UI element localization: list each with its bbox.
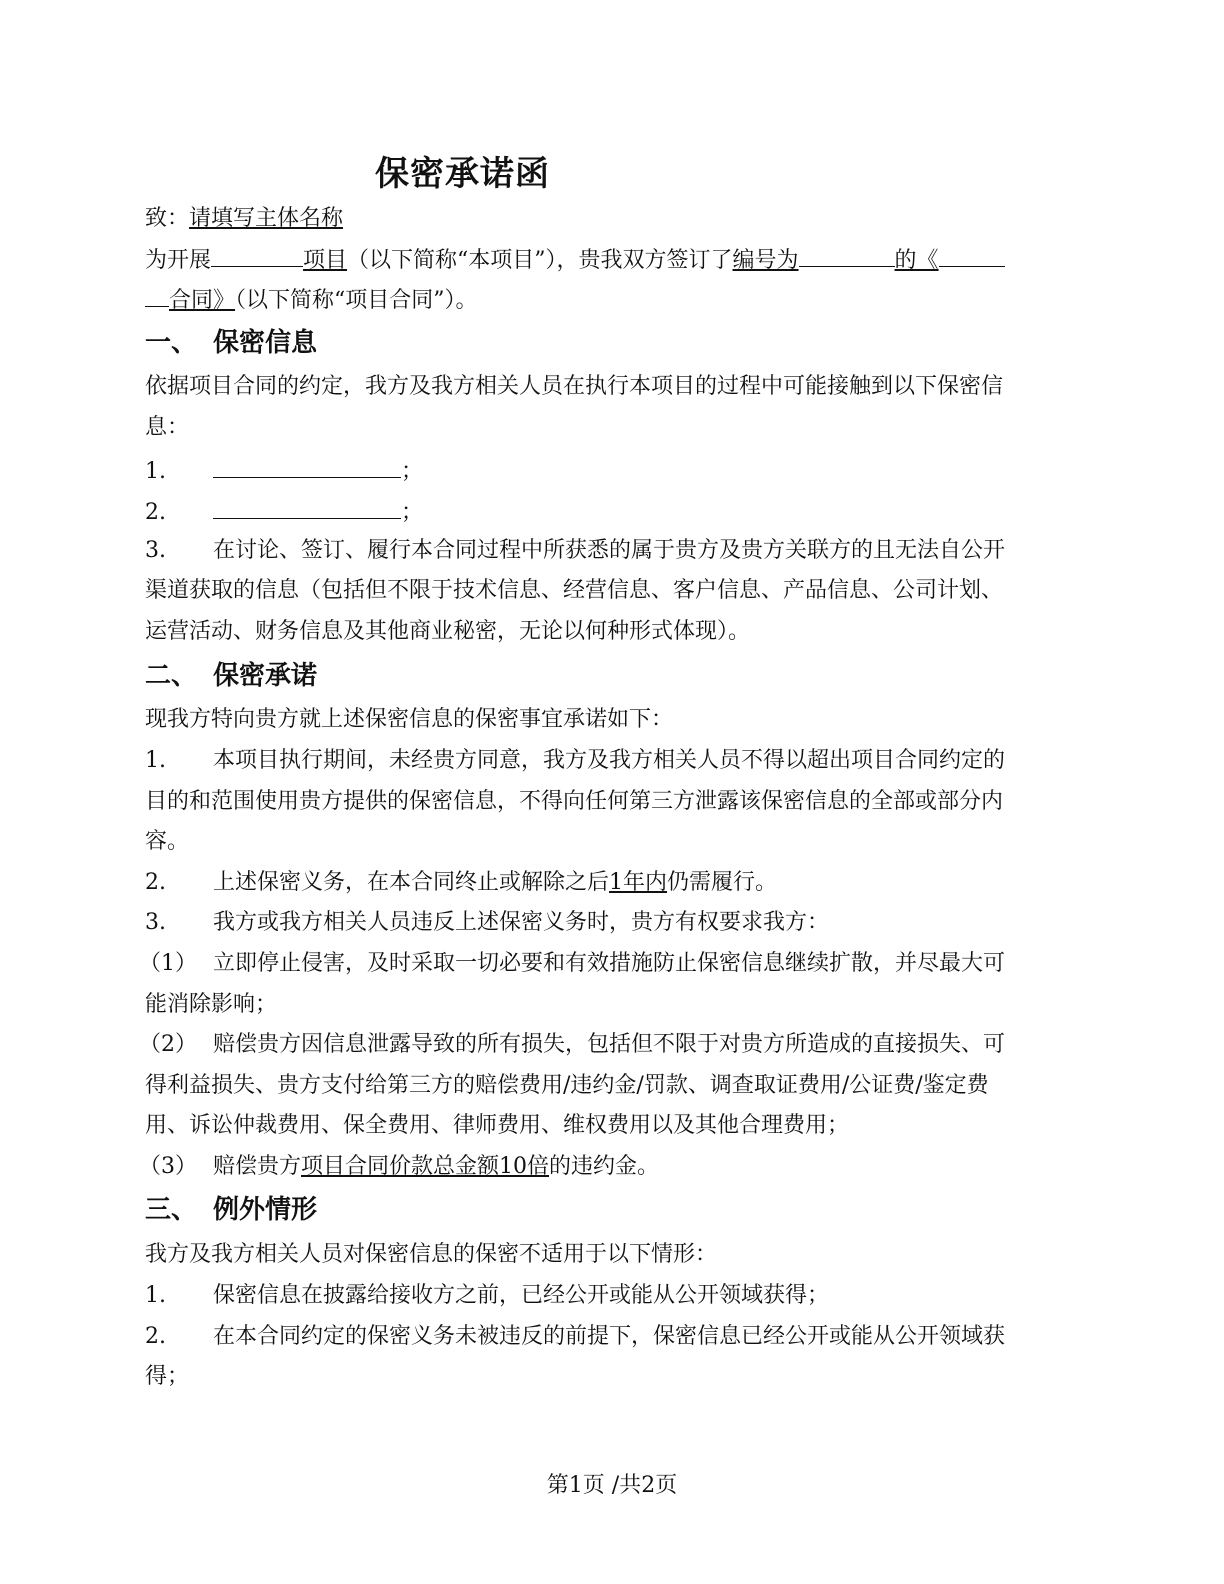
- section-2-heading: [145, 661, 317, 691]
- sub-item-number: （3）: [139, 1154, 197, 1179]
- section-2-item-2: [145, 868, 777, 898]
- intro-text: （以下简称“本项目”），贵我双方签订了: [347, 248, 733, 273]
- item-text: 得；: [145, 1364, 190, 1389]
- item-end: ；: [401, 459, 424, 484]
- section-1-item-3: [145, 536, 1005, 566]
- section-3-item-2: [145, 1322, 1005, 1352]
- section-1-intro: 息：: [145, 415, 190, 440]
- item-number: 1.: [145, 748, 166, 773]
- item-text: 在讨论、签订、履行本合同过程中所获悉的属于贵方及贵方关联方的且无法自公开: [213, 538, 1006, 563]
- section-1-title: 保密信息: [213, 328, 318, 358]
- section-2-sub-1: [139, 949, 1005, 979]
- item-text: 保密信息在披露给接收方之前，已经公开或能从公开领域获得；: [213, 1283, 830, 1308]
- contract-name-blank-cont: [145, 284, 169, 307]
- addressee-prefix: 致：: [145, 206, 190, 231]
- item-number: 2.: [145, 870, 166, 895]
- contract-name-open: 的《: [894, 248, 939, 273]
- contract-name-close: 合同》: [169, 288, 236, 313]
- item-text: 用、诉讼仲裁费用、保全费用、律师费用、维权费用以及其他合理费用；: [145, 1113, 850, 1138]
- page-footer: 第1页 /共2页: [546, 1473, 678, 1498]
- item-text: 仍需履行。: [667, 870, 778, 895]
- intro-line-2: [145, 284, 478, 316]
- section-1-item-2: [145, 496, 423, 528]
- project-name-blank: [211, 244, 303, 267]
- section-2-item-3: [145, 908, 829, 938]
- section-2-intro: 现我方特向贵方就上述保密信息的保密事宜承诺如下：: [145, 707, 674, 732]
- item-text: 目的和范围使用贵方提供的保密信息，不得向任何第三方泄露该保密信息的全部或部分内: [145, 789, 1004, 814]
- contract-name-blank: [939, 244, 1005, 267]
- addressee-name: 请填写主体名称: [189, 206, 344, 231]
- item-text: 我方或我方相关人员违反上述保密义务时，贵方有权要求我方：: [213, 910, 830, 935]
- section-2-item-1: [145, 746, 1005, 776]
- item-text: 得利益损失、贵方支付给第三方的赔偿费用/违约金/罚款、调查取证费用/公证费/鉴定费: [145, 1073, 989, 1098]
- document-title: 保密承诺函: [375, 154, 550, 194]
- item-end: ；: [401, 500, 424, 525]
- section-1-item-1: [145, 455, 423, 487]
- contract-number-blank: [799, 244, 895, 267]
- section-2-number: 二、: [145, 661, 198, 691]
- section-2-sub-3: [139, 1152, 659, 1182]
- section-3-number: 三、: [145, 1195, 198, 1225]
- section-3-title: 例外情形: [213, 1195, 318, 1225]
- item-text: 在本合同约定的保密义务未被违反的前提下，保密信息已经公开或能从公开领域获: [213, 1324, 1006, 1349]
- section-1-number: 一、: [145, 328, 198, 358]
- sub-item-number: （1）: [139, 951, 197, 976]
- item-text: 赔偿贵方因信息泄露导致的所有损失，包括但不限于对贵方所造成的直接损失、可: [213, 1032, 1006, 1057]
- section-3-item-1: [145, 1281, 829, 1311]
- item-number: 1.: [145, 1283, 166, 1308]
- item-number: 1.: [145, 459, 166, 484]
- sub-item-number: （2）: [139, 1032, 197, 1057]
- section-1-heading: [145, 328, 317, 358]
- section-3-heading: [145, 1195, 317, 1225]
- intro-text: （以下简称“项目合同”）。: [235, 288, 478, 313]
- item-text: 立即停止侵害，及时采取一切必要和有效措施防止保密信息继续扩散，并尽最大可: [213, 951, 1006, 976]
- item-text: 赔偿贵方: [213, 1154, 302, 1179]
- section-2-title: 保密承诺: [213, 661, 318, 691]
- section-1-intro: 依据项目合同的约定，我方及我方相关人员在执行本项目的过程中可能接触到以下保密信: [145, 374, 1004, 399]
- item-text: 能消除影响；: [145, 992, 278, 1017]
- item-text: 渠道获取的信息（包括但不限于技术信息、经营信息、客户信息、产品信息、公司计划、: [145, 578, 1004, 603]
- item-text: 本项目执行期间，未经贵方同意，我方及我方相关人员不得以超出项目合同约定的: [213, 748, 1006, 773]
- item-text: 运营活动、财务信息及其他商业秘密，无论以何种形式体现）。: [145, 619, 751, 644]
- confidential-info-blank: [213, 496, 401, 519]
- intro-line-1: [145, 244, 1005, 276]
- intro-text: 为开展: [145, 248, 212, 273]
- addressee-line: [145, 204, 343, 234]
- item-number: 3.: [145, 910, 166, 935]
- section-3-intro: 我方及我方相关人员对保密信息的保密不适用于以下情形：: [145, 1242, 718, 1267]
- intro-project-word: 项目: [303, 248, 348, 273]
- confidential-info-blank: [213, 455, 401, 478]
- contract-number-label: 编号为: [732, 248, 799, 273]
- item-number: 2.: [145, 1324, 166, 1349]
- item-text: 的违约金。: [549, 1154, 660, 1179]
- section-2-sub-2: [139, 1030, 1005, 1060]
- obligation-period: 1年内: [609, 870, 668, 895]
- item-text: 上述保密义务，在本合同终止或解除之后: [213, 870, 610, 895]
- item-text: 容。: [145, 829, 190, 854]
- item-number: 3.: [145, 538, 166, 563]
- penalty-amount: 项目合同价款总金额10倍: [301, 1154, 550, 1179]
- item-number: 2.: [145, 500, 166, 525]
